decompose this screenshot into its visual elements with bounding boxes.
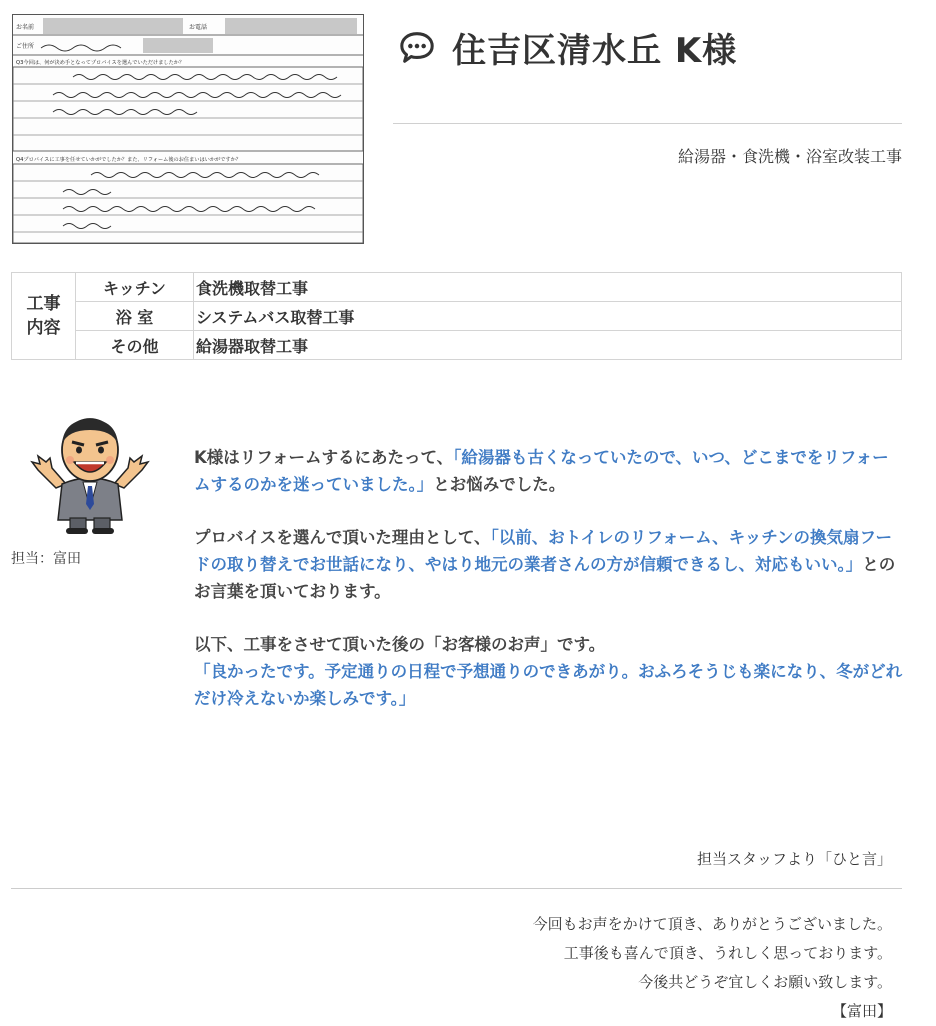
story-text: 以下、工事をさせて頂いた後の「お客様のお声」です。 <box>194 635 606 654</box>
table-detail: 食洗機取替工事 <box>194 273 902 302</box>
story-text: K様はリフォームするにあたって、 <box>194 448 454 467</box>
svg-text:お電話: お電話 <box>189 24 208 31</box>
story-quote: 「以前、おトイレのリフォーム、キッチンの換気扇フードの取り替えでお世話になり、やはり地元の業者さんの方が信頼できるし、対応もいい。」 <box>194 528 892 574</box>
page-title: 住吉区清水丘 K様 <box>452 30 738 71</box>
svg-text:ご住所: ご住所 <box>16 43 35 50</box>
survey-scan-image <box>12 14 364 244</box>
story-paragraph <box>194 631 904 712</box>
staff-signature: 【富田】 <box>831 1002 892 1020</box>
page-subtitle: 給湯器・食洗機・浴室改装工事 <box>677 147 902 166</box>
staff-caption: 担当：富田 <box>11 551 81 567</box>
table-row <box>12 302 902 331</box>
table-detail: 給湯器取替工事 <box>194 331 902 360</box>
page-header <box>398 22 737 72</box>
title-divider <box>393 123 902 124</box>
story-text: とのお言葉を頂いております。 <box>194 555 896 601</box>
staff-avatar <box>28 412 152 536</box>
speech-bubble-icon <box>398 28 436 66</box>
table-row <box>12 273 902 302</box>
staff-message-line: 今回もお声をかけて頂き、ありがとうございました。 <box>532 915 892 933</box>
staff-message-line: 今後共どうぞ宜しくお願い致します。 <box>638 973 892 991</box>
story-text: プロバイスを選んで頂いた理由として、 <box>194 528 491 547</box>
story-quote: 「給湯器も古くなっていたので、いつ、どこまでをリフォームするのかを迷っていました。」 <box>194 448 889 494</box>
story-text: とお悩みでした。 <box>433 475 566 494</box>
survey-q4-label: Q4プロバイスに工事を任せていかがでしたか？また、リフォーム後のお住まいはいかがですか？ <box>16 157 241 163</box>
table-detail: システムバス取替工事 <box>194 302 902 331</box>
table-row <box>12 331 902 360</box>
customer-story <box>194 444 904 738</box>
table-heading-line2: 内容 <box>26 318 61 338</box>
story-paragraph <box>194 524 904 605</box>
staff-message-heading: 担当スタッフより「ひと言」 <box>696 850 892 868</box>
story-quote: 「良かったです。予定通りの日程で予想通りのできあがり。おふろそうじも楽になり、冬がどれだけ冷えないか楽しみです。」 <box>194 662 903 708</box>
svg-text:お名前: お名前 <box>16 24 35 31</box>
table-heading-line1: 工事 <box>26 294 61 314</box>
work-content-table <box>11 272 902 360</box>
table-category: その他 <box>76 331 194 360</box>
table-heading <box>12 273 76 360</box>
staff-message <box>533 910 892 1026</box>
survey-q3-label: Q3今回は、何が決め手となってプロバイスを選んでいただけましたか？ <box>16 60 185 66</box>
story-paragraph <box>194 444 904 498</box>
staff-message-line: 工事後も喜んで頂き、うれしく思っております。 <box>563 944 892 962</box>
table-category: 浴 室 <box>76 302 194 331</box>
table-category: キッチン <box>76 273 194 302</box>
footer-divider <box>11 888 902 889</box>
